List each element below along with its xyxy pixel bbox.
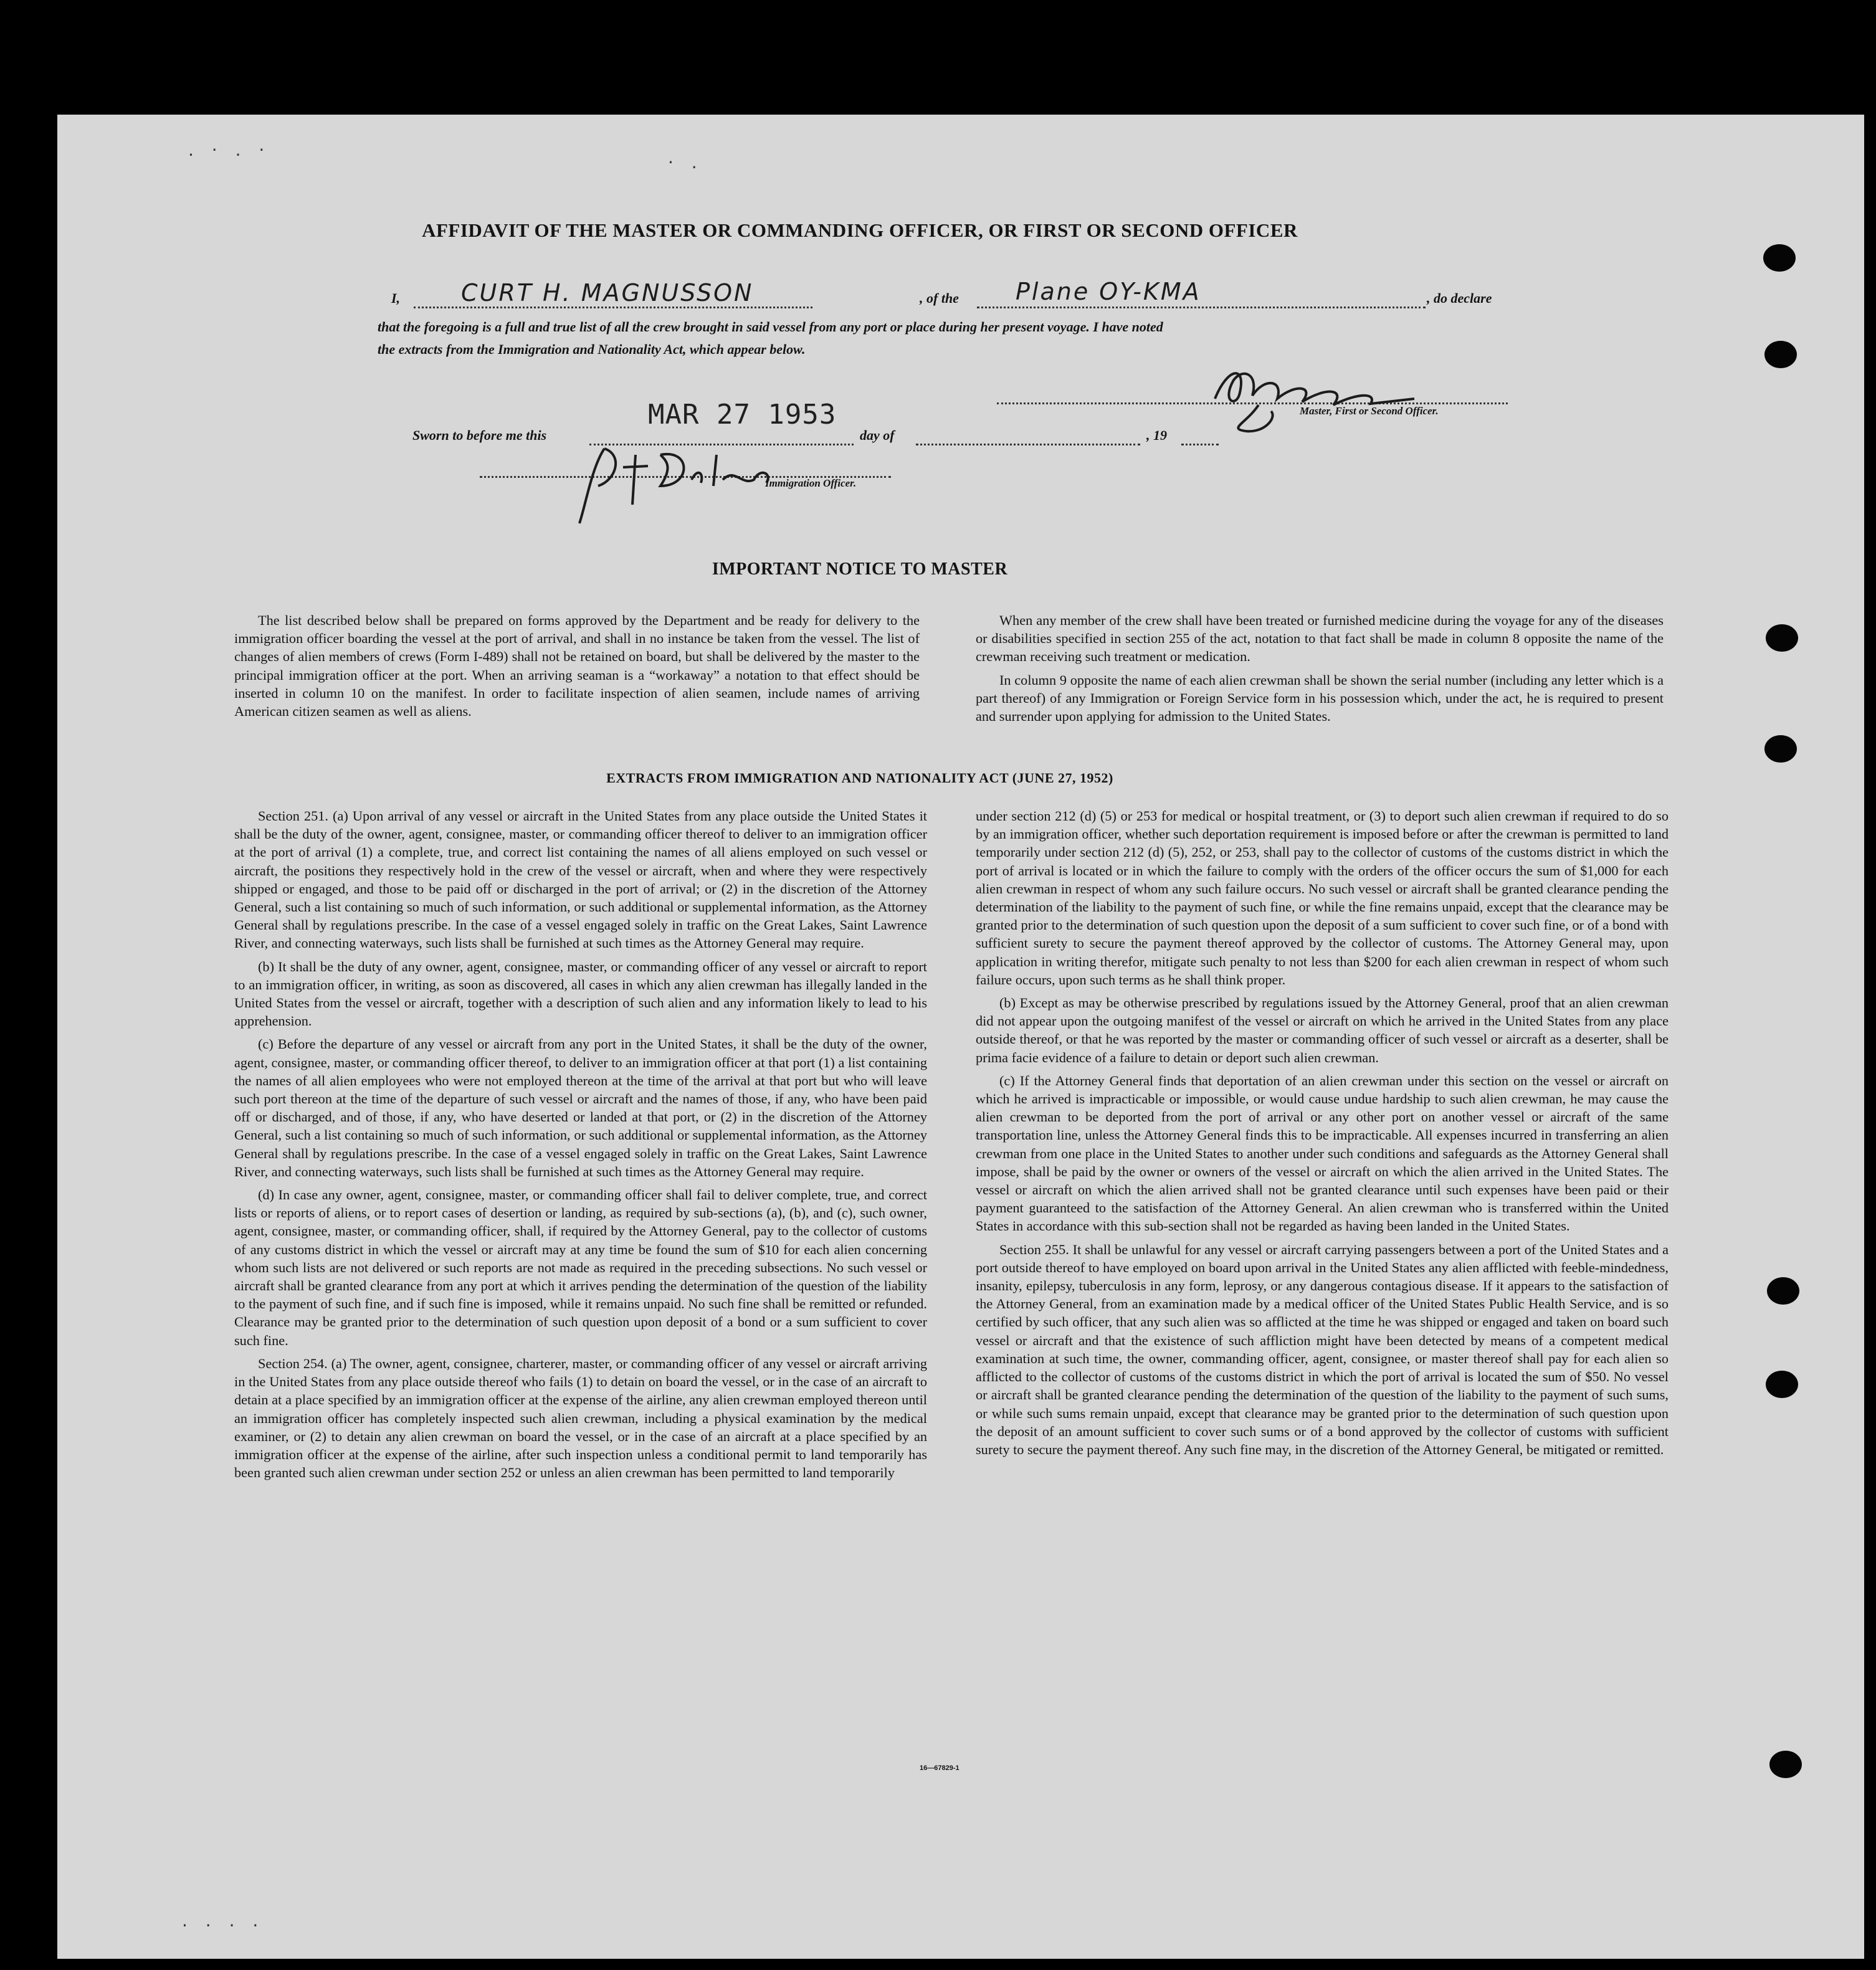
notice-paragraph: The list described below shall be prepared on forms approved by the Department and be ready for delivery to the immigration officer boarding the vessel at the port of arrival, and shall in no instance be taken from the vessel. The list of changes of alien members of crews (Form I-489) shall not be retained on board, but shall be delivered by the master to the principal immigration officer at the port. When an arriving seaman is a “workaway” a notation to that effect should be inserted in column 10 on the manifest. In order to facilitate inspection of alien seamen, include names of arriving American citizen seamen as well as aliens. — [234, 612, 920, 720]
vessel-name-handwritten: Plane OY-KMA — [1016, 278, 1201, 305]
act-section-paragraph: Section 251. (a) Upon arrival of any vessel or aircraft in the United States from any place outside the United States it shall be the duty of the owner, agent, consignee, master, or commanding officer thereof to deliver to an immigration officer at the port of arrival (1) a complete, true, and correct list containing the names of all aliens employed on such vessel or aircraft, the positions they respectively hold in the crew of the vessel or aircraft, when and where they were respectively shipped or engaged, and those to be paid off or discharged in the port of arrival; or (2) in the discretion of the Attorney General, such a list containing so much of such information, or such additional or supplemental information, as the Attorney General shall by regulations prescribe. In the case of a vessel engaged solely in traffic on the Great Lakes, Saint Lawrence River, and connecting waterways, such lists shall be furnished at such times as the Attorney General may require. — [234, 808, 927, 951]
notice-right-column — [976, 611, 1664, 730]
punch-hole — [1763, 244, 1796, 272]
act-section-paragraph: under section 212 (d) (5) or 253 for medical or hospital treatment, or (3) to deport such alien crewman if required to do so by an immigration officer, whether such deportation requirement is imposed before or after the crewman is permitted to land temporarily under section 212 (d) (5), 252, or 253, shall pay to the collector of customs of the customs district in which the port of arrival is located or in which the failure to comply with the orders of the officer occurs the sum of $1,000 for each alien crewman in respect of whom any such failure occurs. No such vessel or aircraft shall be granted clearance pending the determination of the liability to the payment of such fine, or while the fine remains unpaid, except that the clearance may be granted prior to the determination of such question upon the deposit of a sum sufficient to cover such fine, or of a bond with sufficient surety to secure the payment thereof approved by the collector of customs. The Attorney General may, upon application in writing therefor, mitigate such penalty to not less than $200 for each alien crewman in respect of whom such failure occurs, upon such terms as he shall think proper. — [976, 808, 1669, 987]
master-caption: Master, First or Second Officer. — [1300, 405, 1439, 417]
act-section-paragraph: (c) Before the departure of any vessel or aircraft from any port in the United States, it shall be the duty of the owner, agent, consignee, master, or commanding officer thereof, to deliver to an immigration officer at that port (1) a list containing the names of all alien employees who were not employed thereon at the time of the arrival at that port but who will leave such port thereon at the time of the departure of such vessel or aircraft and the names of those, if any, who have been paid off or discharged, and of those, if any, who have deserted or landed at that port, or (2) in the discretion of the Attorney General, such a list containing so much of such information, or such additional or supplemental information, as the Attorney General shall by regulations prescribe. In the case of a vessel engaged solely in traffic on the Great Lakes, Saint Lawrence River, and connecting waterways, such lists shall be furnished at such times as the Attorney General may require. — [234, 1036, 927, 1179]
punch-hole — [1766, 624, 1798, 652]
extracts-right-column — [976, 807, 1669, 1463]
master-signature — [1209, 355, 1433, 442]
notice-heading: IMPORTANT NOTICE TO MASTER — [712, 559, 1008, 579]
act-section-paragraph: Section 255. It shall be unlawful for any vessel or aircraft carrying passengers between a port of the United States and a port outside thereof to have employed on board upon arrival in the United States any alien afflicted with feeble-mindedness, insanity, epilepsy, tuberculosis in any form, leprosy, or any dangerous contagious disease. If it appears to the satisfaction of the Attorney General, from an examination made by a medical officer of the United States Public Health Service, and is so certified by such officer, that any such alien was so afflicted at the time he was shipped or engaged and taken on board such vessel or aircraft and that the existence of such affliction might have been detected by means of a competent medical examination at such time, the owner, commanding officer, agent, consignee, or master thereof shall pay for each alien so afflicted to the collector of customs of the customs district in which the port of arrival is located the sum of $50. No vessel or aircraft shall be granted clearance pending the determination of the question of the liability to the payment of such sums, or while such sums remain unpaid, except that clearance may be granted prior to the determination of such question upon the deposit of an amount sufficient to cover such sums or of a bond approved by the collector of customs with sufficient surety to secure the payment thereof. Any such fine may, in the discretion of the Attorney General, be mitigated or remitted. — [976, 1241, 1669, 1457]
declaration-line-2: the extracts from the Immigration and Nationality Act, which appear below. — [378, 341, 806, 357]
affidavit-heading: AFFIDAVIT OF THE MASTER OR COMMANDING OFFICER, OR FIRST OR SECOND OFFICER — [422, 219, 1298, 241]
punch-hole — [1769, 1751, 1802, 1778]
punch-hole — [1766, 1371, 1798, 1398]
i-label: I, — [391, 290, 401, 306]
form-code: 16—67829-1 — [920, 1764, 959, 1772]
punch-hole — [1764, 341, 1797, 368]
immigration-officer-caption: Immigration Officer. — [765, 477, 857, 489]
of-the-label: , of the — [920, 290, 959, 306]
vessel-blank — [977, 307, 1426, 308]
sworn-label: Sworn to before me this — [412, 427, 547, 443]
scan-specks: · · · · — [182, 1915, 265, 1936]
year-prefix-label: , 19 — [1146, 427, 1167, 443]
punch-hole — [1764, 735, 1797, 763]
notice-paragraph: In column 9 opposite the name of each alien crewman shall be shown the serial number (including any letter which is a part thereof) of any Immigration or Foreign Service form in his possession which, under the act, he is required to present and surrender upon applying for admission to the United States. — [976, 672, 1664, 725]
scan-specks: · . — [668, 152, 703, 173]
act-section-paragraph: (b) Except as may be otherwise prescribed by regulations issued by the Attorney General, proof that an alien crewman did not appear upon the outgoing manifest of the vessel or aircraft on which he arrived in the United States from any place outside thereof, or that he was reported by the master or commanding officer of such vessel or aircraft as a deserter, shall be prima facie evidence of a failure to detain or deport such alien crewman. — [976, 995, 1669, 1065]
declaration-line-1: that the foregoing is a full and true list of all the crew brought in said vessel from any port or place during her present voyage. I have noted — [378, 319, 1163, 335]
act-section-paragraph: Section 254. (a) The owner, agent, consignee, charterer, master, or commanding officer of any vessel or aircraft arriving in the United States from any place outside thereof who fails (1) to detain on board the vessel, or in the case of an aircraft to detain at a place specified by an immigration officer at the expense of the airline, any alien crewman employed thereon until an immigration officer has completely inspected such alien crewman, including a physical examination by the medical examiner, or (2) to detain any alien crewman on board the vessel, or in the case of an aircraft at a place specified by an immigration officer at the expense of the airline, after such inspection unless a conditional permit to land temporarily has been granted such alien crewman under section 252 or unless an alien crewman has been permitted to land temporarily — [234, 1355, 927, 1481]
date-stamp: MAR 27 1953 — [648, 399, 837, 431]
act-section-paragraph: (d) In case any owner, agent, consignee, master, or commanding officer shall fail to deliver complete, true, and correct lists or reports of aliens, or to report cases of desertion or landing, as required by sub-sections (a), (b), and (c), such owner, agent, consignee, master, or commanding officer, shall, if required by the Attorney General, pay to the collector of customs of any customs district in which the vessel or aircraft may at any time be found the sum of $10 for each alien concerning whom such lists are not delivered or such reports are not made as required in the preceding subsections. No such vessel or aircraft shall be granted clearance from any port at which it arrives pending the determination of the question of the liability to the payment of such fine, and if such fine is imposed, while it remains unpaid. No such fine shall be remitted or refunded. Clearance may be granted prior to the determination of such question upon deposit of a bond or a sum sufficient to cover such fine. — [234, 1187, 927, 1348]
year-blank — [1181, 444, 1219, 445]
punch-hole — [1767, 1277, 1799, 1305]
extracts-heading: EXTRACTS FROM IMMIGRATION AND NATIONALITY ACT (JUNE 27, 1952) — [606, 770, 1113, 786]
month-blank — [916, 444, 1140, 445]
day-of-label: day of — [860, 427, 895, 443]
officer-name-handwritten: CURT H. MAGNUSSON — [461, 279, 754, 307]
immigration-officer-signature — [567, 430, 791, 530]
name-blank — [414, 307, 812, 308]
act-section-paragraph: (b) It shall be the duty of any owner, agent, consignee, master, or commanding officer of any vessel or aircraft to report to an immigration officer, in writing, as soon as discovered, all cases in which any alien crewman has illegally landed in the United States from the vessel or aircraft, together with a description of such alien and any information likely to lead to his apprehension. — [234, 958, 927, 1029]
extracts-left-column — [234, 807, 927, 1487]
scan-specks: . · . · — [188, 140, 271, 160]
do-declare-label: , do declare — [1427, 290, 1492, 306]
act-section-paragraph: (c) If the Attorney General finds that deportation of an alien crewman under this section on the vessel or aircraft on which he arrived is impracticable or impossible, or would cause undue hardship to such alien crewman, he may cause the alien crewman to be deported from the port of arrival or any other port on another vessel or aircraft of the same transportation line, unless the Attorney General finds this to be impracticable. All expenses incurred in transferring an alien crewman from one place in the United States to another under such conditions and safeguards as the Attorney General shall impose, shall be paid by the owner or owners of the vessel or aircraft on which the alien arrived in the United States. The vessel or aircraft on which the alien arrived shall not be granted clearance until such expenses have been paid or their payment guaranteed to the satisfaction of the Attorney General. An alien crewman who is transferred within the United States in accordance with this sub-section shall not be regarded as having been landed in the United States. — [976, 1072, 1669, 1234]
notice-paragraph: When any member of the crew shall have been treated or furnished medicine during the voyage for any of the diseases or disabilities specified in section 255 of the act, notation to that fact shall be made in column 8 opposite the name of the crewman receiving such treatment or medication. — [976, 612, 1664, 665]
notice-left-column — [234, 611, 920, 725]
